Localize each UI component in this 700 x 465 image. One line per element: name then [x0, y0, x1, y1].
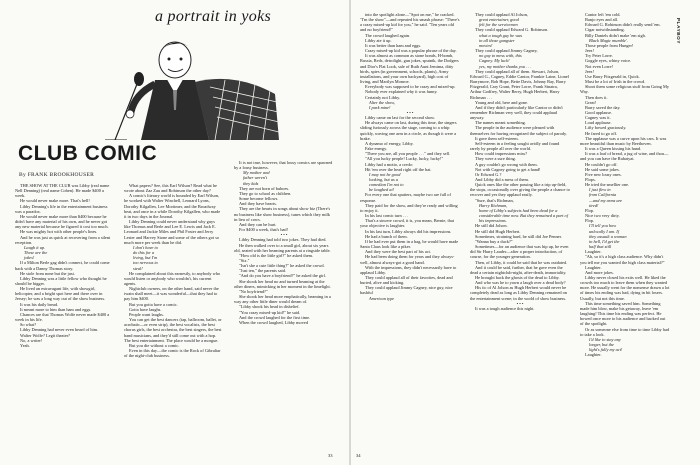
paragraph: But you gotta have a comic.: [129, 301, 178, 307]
paragraph: With the impressions, they didn't necessarily have to applaud Libby.: [360, 264, 457, 275]
paragraph: No, a writer!: [20, 337, 43, 343]
paragraph: Great!: [585, 99, 597, 105]
text-column-1: [15, 183, 112, 448]
paragraph: Sometimes—for an audience that was hip up, he even did Sir Harry Lauder—after a proper introduction, of course, for the younger generation.: [470, 244, 569, 260]
paragraph: Libby never closed his exits well. He liked the crowds too much to leave them when they wanted more. He usually went for the nonsense drawn a lot of times his ending was bad, dying in bit losers. Usually, but not this time.: [580, 274, 670, 301]
paragraph: Hit 'em over the head right off the bat.: [365, 166, 432, 172]
paragraph: They could applaud all of their favorites, dead and buried, alive and kicking.: [360, 274, 453, 286]
paragraph: Self-esteem in a feeling sought avidly and found rarely by people all over the world.: [470, 140, 560, 152]
page-number-left: 33: [328, 453, 333, 458]
verse-line: tired!: [589, 202, 599, 208]
paragraph: And it could be said, further, that he gave even the dead a certain nightclub-night, after-death, immortality.: [470, 264, 567, 275]
paragraph: Those people from Hunger!: [585, 42, 634, 48]
text-column-6: [580, 12, 670, 448]
paragraph: It was almost as common as stone bonds, H-bomb, Russia, Reds, detrolight, gun jokes, sputnik, the Dodgers and Dior's Flat Look, sale of Ruth Aunt Jemima, ditty birds, spies (in government, schools, plants), Army installations, and your own backyard), high cost of living, and Marilyn Monroe.: [360, 53, 459, 85]
paragraph: And they were the best part of his act.: [365, 249, 431, 255]
paragraph: Nightclub owners, on the other hand, said never the twain shall meet—it was wonderful—that they had to pay him $400.: [124, 286, 219, 302]
verse-line: Laugh it up.: [24, 244, 46, 250]
paragraph: They could applaud Al Jolson,: [475, 12, 528, 17]
paragraph: He fared to go off.: [585, 130, 618, 136]
paragraph: And who was he to yawn a laugh over a dead body?: [475, 280, 566, 286]
paragraph: They were a sure thing.: [475, 156, 516, 162]
verse-line: steal!: [133, 265, 143, 271]
paragraph: How could impressions miss?: [475, 151, 528, 157]
paragraph: And the crowd laughed for the first time.: [239, 314, 311, 320]
paragraph: It was better than ham and eggs.: [365, 42, 422, 48]
paragraph: Chances are that Thomas Wolfe never made $400 a week in his life.: [15, 311, 110, 323]
paragraph: Certainly not Libby.: [365, 94, 401, 100]
paragraph: Quick ones like the other passing like a trip up-field, the stops, occasionally over giving the people a chance to recover and yes they applaud easily.: [470, 182, 570, 198]
paragraph: It was a Queen kissing his hand.: [585, 146, 642, 152]
verse-line: they assault a woman: [589, 233, 627, 239]
verse-line: father weren't: [243, 175, 268, 181]
paragraph: A comic's literary world is bounded by Earl Wilson, he worked with Walter Winchell, Leonard Lyons, Dorothy Kilgallen, Lee Mortimer, and the Broadway beat, and once in a while Dorothy Kilgallen, who made it in two days in the Journal.: [124, 193, 221, 219]
verse-line: felt for the servicemen: [479, 22, 518, 28]
paragraph: Try Peter Lorre.: [585, 53, 613, 59]
text-column-5: [470, 12, 570, 448]
verse-line: looking, but as a: [369, 177, 398, 182]
verse-line: great entertainer, good: [479, 17, 519, 23]
verse-line: I may not be good: [369, 171, 401, 177]
verse-line: I'll tell you how: [589, 223, 617, 229]
paragraph: Laughter.: [585, 249, 602, 255]
verse-line: be laughed at!: [369, 187, 395, 193]
paragraph: Banjo eyes and all.: [585, 17, 619, 23]
paragraph: Everybody was supposed to be crazy and mixed-up.: [365, 84, 456, 90]
paragraph: Jeez!: [585, 48, 594, 54]
verse-line: I don't have to: [133, 244, 158, 250]
paragraph: He then walked over to a small girl, about six years old, seated with her beaming parents at a ringside table.: [234, 242, 331, 253]
paragraph: What papers? See, this Earl Wilson? Read what he wrote about Zaz Zau and Robinson the other day?: [124, 183, 217, 194]
paragraph: The people in the audience were pleased with themselves for having recognized the subject of parody.: [470, 125, 567, 136]
paragraph: Flop.: [585, 207, 595, 213]
paragraph: For every one that sputters, maybe two are full of response.: [360, 192, 451, 203]
paragraph: Libby Denning had never even heard of him.: [20, 327, 99, 333]
paragraph: Libby ate it up.: [365, 37, 392, 43]
paragraph: He still did Hugh Herbert.: [475, 228, 521, 234]
paragraph: Good applause.: [585, 109, 613, 115]
paragraph: Crazy mixed-up kid was a popular phrase of the day.: [365, 48, 457, 54]
paragraph: She shook her head more emphatically, beaming in a way any other little diner would dream of.: [234, 294, 331, 305]
paragraph: So what?: [20, 322, 37, 328]
paragraph: "There you are, all you people . . ." and they sell.: [365, 151, 451, 157]
paragraph: But you die without a comic.: [129, 342, 180, 348]
paragraph: Libby Denning had told two jokes. They had died.: [239, 237, 327, 243]
paragraph: Libby Denning could never understand why guys like Thomas and Berle and Lee E. Lewis and Jack E. Leonard and Jackie Miles and Phil Foster and Jerry Lester and Harvey Stone and some of the others got so much more per week than he did.: [124, 219, 220, 245]
paragraph: A dynamo of energy, Libby.: [365, 140, 414, 146]
verse-line: Alter the show,: [369, 99, 395, 105]
verse-line: unlocally I am. If: [589, 228, 619, 234]
paragraph: Nice two very dirty.: [585, 213, 620, 219]
verse-line: do this for a: [133, 250, 155, 256]
paragraph: You can get the best dancers (tap, ballroom, ballet, or acrobatic—or even strip), the best vocalists, the best chorus girls, the best orchestra, the best singers, the best band musicians, and they'd still come out with a hop. The best entertainment. The place would be a morgue.: [124, 317, 222, 343]
paragraph: Use Barry Fitzgerald in, Quick.: [585, 73, 640, 79]
paragraph: He had a bunch of them.: [365, 233, 408, 239]
paragraph: He was mighty hot with other people's lines.: [20, 229, 98, 235]
paragraph: It was his daily bread.: [20, 301, 59, 307]
paragraph: He stole from none but the just.: [20, 270, 75, 276]
paragraph: It meant more to him than ham and eggs.: [20, 306, 92, 312]
paragraph: Flops.: [585, 177, 596, 182]
page-number-right: 34: [356, 453, 361, 458]
paragraph: He would never make more than $400 because he didn't have any material of his own, and he never got any new material because he figured it cost too much.: [15, 213, 109, 230]
paragraph: He still did Jolson.: [475, 223, 508, 229]
paragraph: They could applaud Edward G. Robinson.: [475, 27, 549, 33]
paragraph: Some become fellows.: [239, 196, 279, 202]
paragraph: That's a sincere crowd, it is, you mean, Bernie, that your objective is laughter.: [360, 218, 454, 229]
paragraph: He complained about this earnestly, to anybody who would listen or anybody who wouldn't, his current agents.: [124, 270, 221, 286]
paragraph: Not even Lorre!: [585, 63, 613, 69]
verse-line: I just flew in: [589, 187, 611, 193]
paragraph: Flop.: [585, 218, 595, 224]
paragraph: And they have hearts.: [239, 201, 277, 207]
paragraph: Laughter.: [585, 352, 602, 358]
verse-line: what a tough guy he was: [479, 32, 523, 38]
paragraph: If he had ever put them in a bag, he would have made Santa Claus look like a piker.: [360, 238, 459, 250]
paragraph: It is not true, however, that lousy comics are spawned by a lousy business.: [234, 160, 333, 171]
paragraph: He lived an extravagant life, with showgirl, helicopter, and a bright spot here and there over in Jersey; he was a long way out of the show business.: [15, 286, 106, 302]
paragraph: And if they didn't particularly like Cantor or didn't remember Richman very well, they could applaud anyway.: [470, 104, 563, 121]
paragraph: "Sure, that's Richman,: [475, 197, 514, 203]
article-title: CLUB COMIC: [18, 142, 158, 165]
paragraph: Five new lousy ones.: [585, 171, 622, 177]
verse-line: too nervous to: [133, 260, 158, 266]
verse-line: movies!: [479, 42, 493, 48]
paragraph: He had been doing them for years and they always-well, almost always-got a good hand.: [360, 254, 455, 265]
verse-line: jokes!: [24, 255, 35, 261]
paragraph: "How old is the little girl?" he asked them.: [239, 252, 314, 258]
paragraph: They paid for the show, and they're ready and willing to enjoy it.: [360, 202, 458, 213]
paragraph: People want laughs.: [129, 311, 164, 317]
paragraph: They could applaud all of them. Stewart, Jolson, Edward G., Cagney, Eddie Cantor, Frankie Laine, Lionel Barrymore, Bob Hope, Bette Davis, Johnny Ray, Barry Fitzgerald, Cary Grant, Peter Lorre, Frank Sinatra, Arthur Godfrey, Walter Berry, Hugh Herbert, Harry Richman . . .: [470, 68, 569, 100]
paragraph: The applause was a curve upon his cars. It was more beautiful than music by Beethoven.: [580, 135, 667, 146]
paragraph: It was a tough audience this night.: [475, 305, 535, 311]
paragraph: In his last turn, Libby always did his impressions.: [365, 228, 452, 234]
paragraph: "Libby shook his head in disbelief.: [239, 304, 300, 310]
paragraph: into the spotlight alone—"Spot on me," he cracked. "I'm the show"—and repeated his smash phrase: "There's a crazy mixed-up kid for you," he said. "Ten years old and no boyfriend!": [360, 12, 460, 33]
paragraph: Then, of Libby, it could be said that he was outdated.: [475, 259, 568, 265]
paragraph: She shook her head no and turned beaming at the other diners, mimicking in her moment in the limelight.: [234, 278, 331, 289]
paragraph: "Ah, so it's a high class audience. Why didn't you tell me you wanted the high class material?": [580, 254, 665, 265]
paragraph: His tic of Al Jolson as Hugh Herbert would never be completely dead as long as Libby Denning remained on the entertainment scene; in the world of show business.: [470, 285, 567, 301]
paragraph: Gotta have laughs.: [129, 306, 162, 312]
verse-line: —and my arms are: [589, 197, 623, 203]
verse-line: These are the: [24, 250, 48, 256]
verse-line: Cagney. My luck!: [479, 58, 510, 64]
paragraph: In his last comic turn . . .: [365, 213, 409, 219]
paragraph: Lifty bowed graciously.: [585, 125, 627, 131]
paragraph: "Wanna buy a duck?": [475, 238, 513, 244]
paragraph: And more jokes.: [585, 269, 614, 275]
paragraph: It gave them self-esteem.: [475, 135, 519, 141]
paragraph: This time something saved him. Something made him blow, make his getaway, leave 'em laughing! This time his ending was perfect. He bowed once more to his audience and backed out of the spotlight.: [580, 300, 666, 327]
verse-line: from California: [589, 192, 617, 198]
paragraph: Billy Daniels didn't make 'em sigh.: [585, 32, 646, 38]
paragraph: He always came on last, during this time, the singers sliding furiously across the stage, coming to a whip quickly, waving one arm in a circle, as though it were a brake.: [360, 120, 457, 141]
paragraph: Not with Cagney going to get a hand!: [475, 166, 541, 172]
paragraph: Sometimes, straining hard, he still did Joe Penner.: [475, 233, 562, 239]
paragraph: "No boyfriend?": [239, 288, 268, 294]
paragraph: THE SHOW AT THE CLUB was Libby (real name Nell Denning) (real name Cohen). He made $400 a week.: [15, 183, 110, 199]
verse-line: home of Libby's subjects had been dead for a considerable time now. But they remained a part of his impressions.: [479, 207, 568, 224]
verse-line: no guy to mess with, this: [479, 53, 522, 59]
paragraph: They are not born of buboes.: [239, 185, 290, 191]
paragraph: Fake energy.: [365, 146, 388, 152]
paragraph: Cagney was it.: [585, 115, 611, 121]
paragraph: Or as someone else from time to time Libby had to take a look.: [580, 326, 670, 337]
verse-line: in hell, I'd get the: [589, 238, 620, 244]
verse-line: living, but I'm: [133, 255, 158, 261]
verse-line: comedian I'm not to: [369, 182, 404, 188]
paragraph: And they can be hurt.: [239, 221, 277, 227]
paragraph: It was a loaf of bread, a jug of wine, and thou—and you can have the Rubaiyat.: [580, 151, 669, 162]
paragraph: For $400 a week, that's bad!: [239, 227, 289, 233]
paragraph: "Isn't she a cute little thing?" he asked the crowd.: [239, 263, 325, 269]
paragraph: He would never make more. That's hell!: [20, 198, 90, 204]
paragraph: Loud applause.: [585, 120, 612, 126]
verse-line: American type: [369, 295, 395, 301]
paragraph: Barry saved the day.: [585, 104, 621, 110]
paragraph: Jeez!: [585, 68, 594, 74]
paragraph: Or Edward G.?: [475, 171, 502, 177]
paragraph: "Just ten," the parents said.: [239, 268, 286, 274]
paragraph: Libby Denning was a little fellow who thought he should be bigger.: [15, 275, 107, 286]
paragraph: He brought back the ghosts of the dead to Libby.: [475, 274, 560, 280]
paragraph: They could applaud Jimmy Cagney,: [475, 48, 538, 54]
paragraph: They go to school as children.: [239, 190, 292, 196]
paragraph: "And do you have a boyfriend?" he asked the girl.: [239, 273, 327, 279]
section-break: • • •: [280, 232, 288, 238]
text-column-4: [360, 12, 460, 448]
paragraph: He said some jokes.: [585, 166, 620, 172]
paragraph: Cantor left 'em cold.: [585, 12, 621, 17]
paragraph: "All you lucky people! Lucky, lucky, lucky!": [365, 156, 444, 162]
verse-line: in all those gangster: [479, 37, 515, 43]
paragraph: Then does it.: [585, 94, 608, 100]
paragraph: Goggle eyes, whiny voice.: [585, 58, 632, 64]
paragraph: Young and old, here and gone.: [475, 99, 529, 105]
verse-line: yes, my mother thanks you . . .: [479, 63, 532, 69]
paragraph: Even in this day—the comic is the Rock of Gibraltar of the night-club business.: [124, 348, 221, 359]
comic-illustration: [75, 32, 280, 140]
paragraph: If a Milton Berle gag didn't connect, he could come back with a Danny Thomas story.: [15, 260, 110, 271]
paragraph: "You crazy mixed-up kid!" he said.: [239, 309, 301, 315]
article-byline: By FRANK BROOKHOUSER: [19, 172, 95, 178]
paragraph: The crowd laughed again.: [365, 32, 411, 38]
paragraph: Nobody ever explained why it was funny.: [365, 89, 438, 95]
verse-line: they kids: [243, 180, 259, 186]
text-column-2: [124, 183, 222, 448]
verse-line: Harry Richman,: [479, 202, 508, 208]
paragraph: Shoot them some religious stuff from Going My Way.: [580, 84, 670, 95]
paragraph: They are the hearts in songs about show biz (There's no business like show business), tunes which they milk in lieu of cows.: [234, 206, 331, 222]
paragraph: He tried the smellier one.: [585, 182, 630, 188]
paragraph: Libby Denning's life in the entertainment business was a paradox.: [15, 203, 108, 214]
verse-line: longer, but the: [589, 342, 614, 347]
paragraph: Edward G. Robinson didn't really send 'em.: [585, 22, 661, 28]
paragraph: Cigar notwithstanding.: [585, 27, 625, 33]
verse-line: half that still: [589, 244, 612, 250]
paragraph: Libby came on last for the second show.: [365, 115, 435, 121]
paragraph: He couldn't go off.: [585, 161, 618, 167]
verse-line: light's fully my act!: [589, 347, 623, 353]
paragraph: Yeah.: [20, 342, 30, 348]
verse-line: Black Magic mumble'.: [589, 37, 628, 43]
paragraph: "Six.": [239, 257, 250, 263]
verse-line: I park mine!: [369, 104, 391, 110]
text-column-3: [234, 160, 334, 448]
paragraph: They could applaud Jimmy Cagney, nice guy, nice bashful: [360, 285, 453, 296]
paragraph: And Libby did a mess of them.: [475, 177, 529, 182]
verse-line: My mother and: [243, 170, 270, 176]
paragraph: Laughter.: [585, 264, 602, 270]
paragraph: A guy couldn't go wrong with them.: [475, 161, 538, 167]
paragraph: Must be a lot of Irish in the crowd.: [585, 79, 646, 85]
paragraph: Libby had a motto, a credo:: [365, 161, 414, 167]
paragraph: When the crowd laughed, Libby moved: [239, 319, 308, 325]
section-break: • • •: [516, 300, 524, 306]
magazine-name: PLAYBOY: [676, 18, 681, 44]
section-break: • • •: [406, 109, 414, 115]
paragraph: And he was just as quick at recovering from a silent reception.: [15, 234, 111, 245]
paragraph: The names meant something.: [475, 120, 526, 126]
paragraph: Walter Wolfe? Legit theater?: [20, 332, 70, 338]
article-subtitle: a portrait in yoks: [154, 8, 272, 25]
verse-line: I'd like to stay any: [589, 336, 621, 342]
